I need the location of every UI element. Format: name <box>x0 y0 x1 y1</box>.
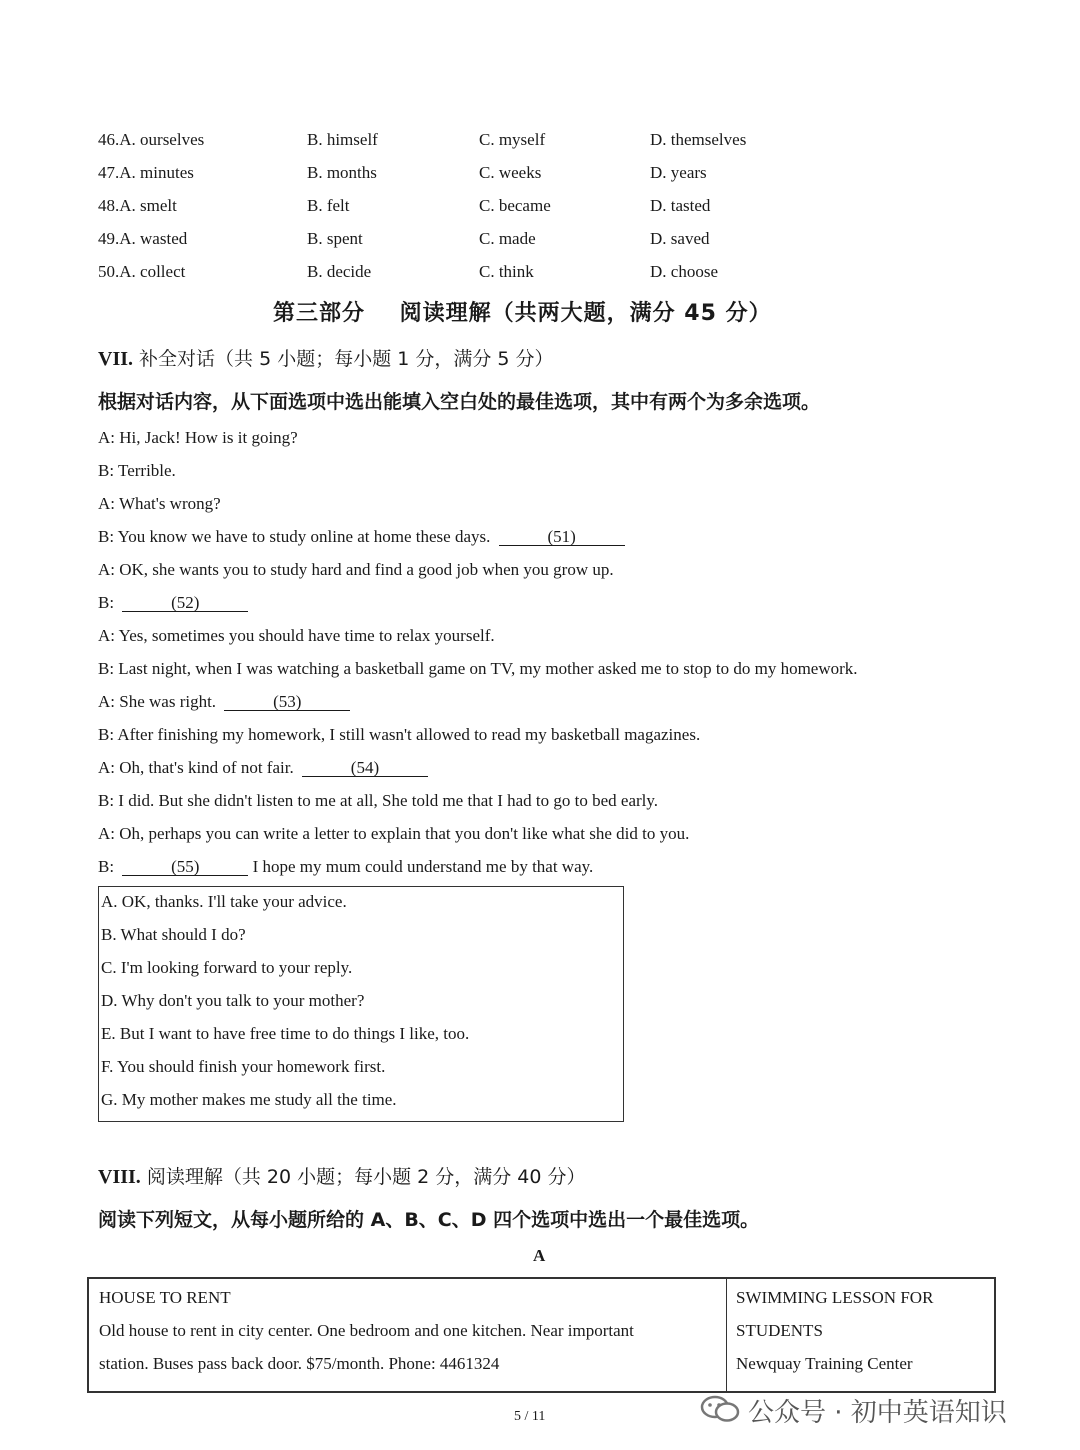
option-item: A. OK, thanks. I'll take your advice. <box>101 892 347 911</box>
option-a: 46.A. ourselves <box>98 130 205 149</box>
option-item: B. What should I do? <box>101 925 246 944</box>
answer-blank-53[interactable]: (53) <box>224 693 350 711</box>
dialogue-line: B: I did. But she didn't listen to me at all, She told me that I had to go to bed early. <box>98 791 659 810</box>
options-box <box>98 886 624 1122</box>
answer-blank-55[interactable]: (55) <box>122 858 248 876</box>
dialogue-line: A: Hi, Jack! How is it going? <box>98 428 298 447</box>
option-c: C. became <box>479 196 551 215</box>
section7-heading <box>98 344 554 371</box>
dialogue-line: B: Last night, when I was watching a basketball game on TV, my mother asked me to stop to do my homework. <box>98 659 858 678</box>
option-a: 50.A. collect <box>98 262 186 281</box>
dialogue-line: B: (55) I hope my mum could understand me by that way. <box>98 857 594 876</box>
section8-heading <box>98 1162 586 1189</box>
dialogue-line: B: You know we have to study online at home these days. (51) <box>98 527 625 547</box>
ad-swim-text: Newquay Training Center <box>736 1354 913 1373</box>
section7-instruction: 根据对话内容，从下面选项中选出能填入空白处的最佳选项，其中有两个为多余选项。 <box>98 391 821 413</box>
option-a: 48.A. smelt <box>98 196 177 215</box>
ad-house-title: HOUSE TO RENT <box>99 1288 231 1307</box>
ad-swim-title: SWIMMING LESSON FOR <box>736 1288 934 1307</box>
option-b: B. spent <box>307 229 363 248</box>
ad-house-text: station. Buses pass back door. $75/month. Phone: 4461324 <box>99 1354 500 1373</box>
table-divider <box>726 1279 727 1391</box>
option-c: C. weeks <box>479 163 542 182</box>
option-a: 47.A. minutes <box>98 163 194 182</box>
page-number: 5 / 11 <box>514 1409 546 1424</box>
option-c: C. made <box>479 229 536 248</box>
option-d: D. choose <box>650 262 718 281</box>
section8-title: 阅读理解（共 20 小题；每小题 2 分，满分 40 分） <box>140 1166 586 1188</box>
option-item: C. I'm looking forward to your reply. <box>101 958 353 977</box>
section7-number: VII. <box>98 348 134 370</box>
answer-blank-52[interactable]: (52) <box>122 594 248 612</box>
option-d: D. tasted <box>650 196 711 215</box>
ad-house-text: Old house to rent in city center. One bedroom and one kitchen. Near important <box>99 1321 634 1340</box>
dialogue-line: A: Oh, perhaps you can write a letter to explain that you don't like what she did to you. <box>98 824 690 843</box>
option-b: B. felt <box>307 196 350 215</box>
option-d: D. themselves <box>650 130 747 149</box>
option-d: D. saved <box>650 229 710 248</box>
section8-instruction: 阅读下列短文，从每小题所给的 A、B、C、D 四个选项中选出一个最佳选项。 <box>98 1209 760 1231</box>
answer-blank-54[interactable]: (54) <box>302 759 428 777</box>
option-d: D. years <box>650 163 707 182</box>
option-c: C. think <box>479 262 534 281</box>
dialogue-line: B: Terrible. <box>98 461 176 480</box>
option-item: E. But I want to have free time to do things I like, too. <box>101 1024 470 1043</box>
option-item: D. Why don't you talk to your mother? <box>101 991 365 1010</box>
wechat-icon <box>700 1395 740 1423</box>
option-item: G. My mother makes me study all the time. <box>101 1090 397 1109</box>
dialogue-line: B: After finishing my homework, I still wasn't allowed to read my basketball magazines. <box>98 725 701 744</box>
option-b: B. himself <box>307 130 378 149</box>
dialogue-line: A: She was right. (53) <box>98 692 350 712</box>
passage-label: A <box>533 1246 546 1265</box>
dialogue-line: A: What's wrong? <box>98 494 221 513</box>
part-title: 第三部分 阅读理解（共两大题，满分 45 分） <box>273 301 772 326</box>
section7-title: 补全对话（共 5 小题；每小题 1 分，满分 5 分） <box>133 348 554 370</box>
dialogue-line: A: Yes, sometimes you should have time to relax yourself. <box>98 626 495 645</box>
option-item: F. You should finish your homework first. <box>101 1057 386 1076</box>
option-b: B. months <box>307 163 377 182</box>
dialogue-line: B: (52) <box>98 593 248 613</box>
option-c: C. myself <box>479 130 546 149</box>
dialogue-line: A: OK, she wants you to study hard and find a good job when you grow up. <box>98 560 614 579</box>
answer-blank-51[interactable]: (51) <box>499 528 625 546</box>
watermark-text: 公众号 · 初中英语知识 <box>748 1398 1007 1428</box>
dialogue-line: A: Oh, that's kind of not fair. (54) <box>98 758 428 778</box>
option-a: 49.A. wasted <box>98 229 188 248</box>
section8-number: VIII. <box>98 1166 141 1188</box>
option-b: B. decide <box>307 262 372 281</box>
ad-swim-title: STUDENTS <box>736 1321 823 1340</box>
ads-table <box>87 1277 996 1393</box>
